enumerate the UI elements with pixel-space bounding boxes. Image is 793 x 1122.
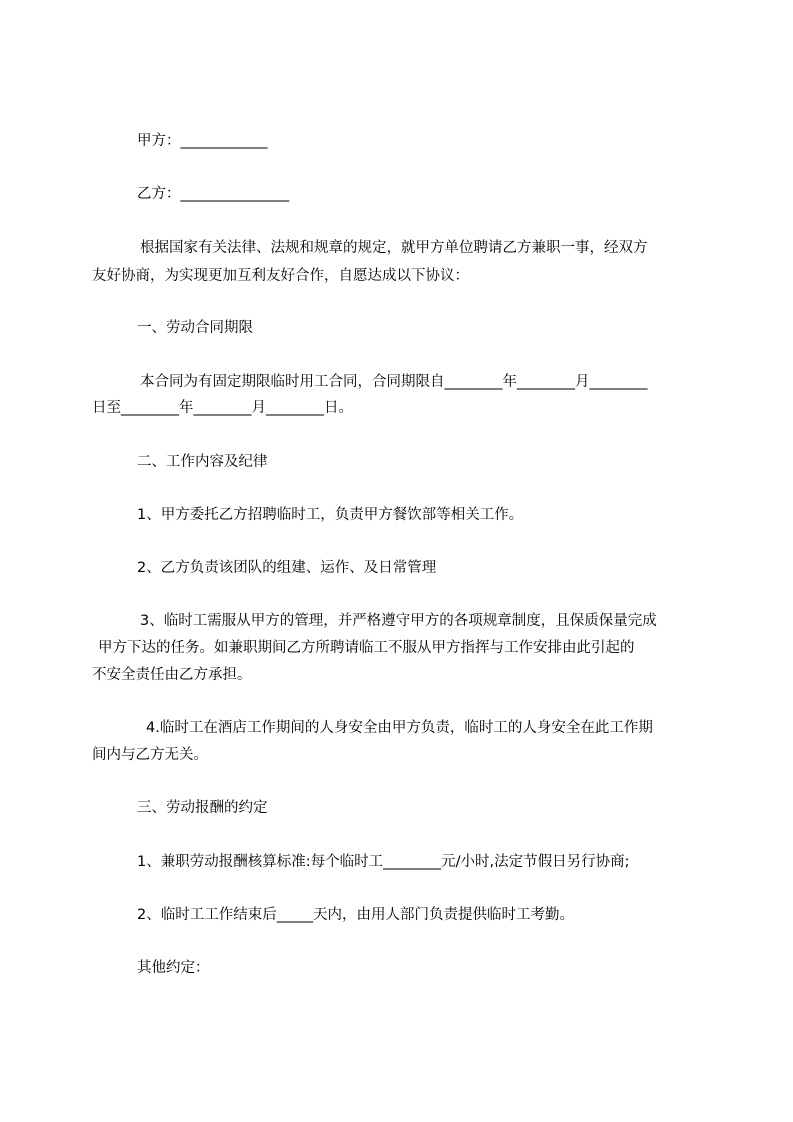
other-terms-heading: 其他约定： <box>137 960 210 976</box>
section-2-item-3-line-1: 3、临时工需服从甲方的管理，并严格遵守甲方的各项规章制度，且保质保量完成 <box>140 613 657 629</box>
section-1-line-2: 日至________年________月________日。 <box>92 400 353 416</box>
section-2-item-4-line-1: 4.临时工在酒店工作期间的人身安全由甲方负责，临时工的人身安全在此工作期 <box>146 720 653 736</box>
section-2-heading: 二、工作内容及纪律 <box>137 454 268 470</box>
party-b-line: 乙方：_______________ <box>137 186 290 202</box>
section-2-item-4-line-2: 间内与乙方无关。 <box>92 747 208 763</box>
party-a-line: 甲方：____________ <box>137 133 268 149</box>
intro-line-1: 根据国家有关法律、法规和规章的规定，就甲方单位聘请乙方兼职一事，经双方 <box>140 240 648 256</box>
section-3-item-1: 1、兼职劳动报酬核算标准:每个临时工________元/小时,法定节假日另行协商; <box>137 854 630 870</box>
section-2-item-3-line-2: 甲方下达的任务。如兼职期间乙方所聘请临工不服从甲方指挥与工作安排由此引起的 <box>98 640 635 656</box>
section-3-heading: 三、劳动报酬的约定 <box>137 800 268 816</box>
intro-line-2: 友好协商，为实现更加互利友好合作，自愿达成以下协议： <box>92 268 469 284</box>
section-2-item-3-line-3: 不安全责任由乙方承担。 <box>92 667 252 683</box>
section-1-line-1: 本合同为有固定期限临时用工合同，合同期限自________年________月________ <box>140 374 648 390</box>
section-2-item-2: 2、乙方负责该团队的组建、运作、及日常管理 <box>137 560 437 576</box>
section-2-item-1: 1、甲方委托乙方招聘临时工，负责甲方餐饮部等相关工作。 <box>137 507 524 523</box>
section-1-heading: 一、劳动合同期限 <box>137 320 253 336</box>
section-3-item-2: 2、临时工工作结束后_____天内，由用人部门负责提供临时工考勤。 <box>137 907 574 923</box>
